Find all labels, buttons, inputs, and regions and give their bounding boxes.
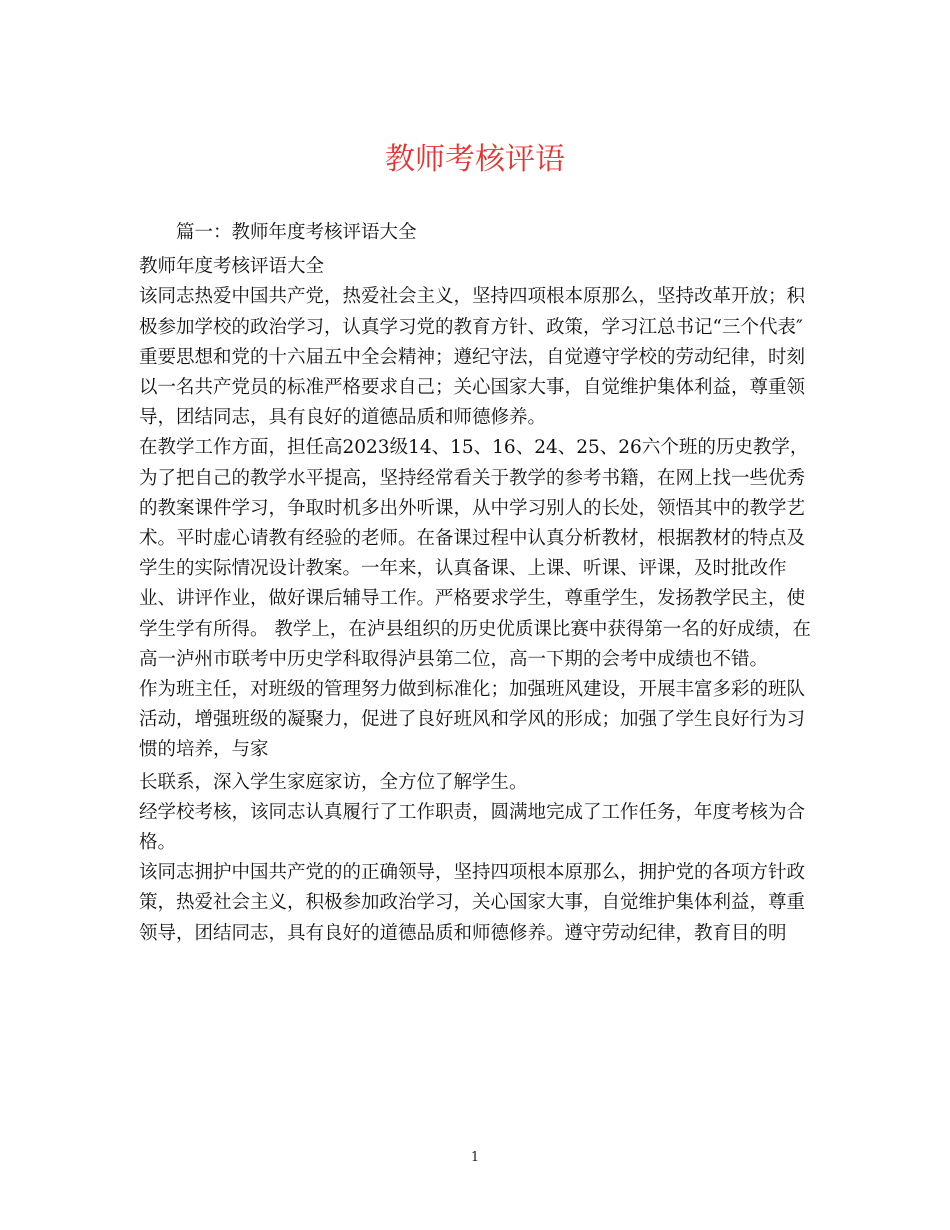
paragraph-politics: 该同志热爱中国共产党，热爱社会主义，坚持四项根本原那么，坚持改革开放；积极参加学校的政治学习，认真学习党的教育方针、政策，学习江总书记“三个代表″重要思想和党的十六届五中全会精神；遵纪守法，自觉遵守学校的劳动纪律，时刻以一名共产党员的标准严格要求自己；关心国家大事，自觉维护集体利益，尊重领导，团结同志，具有良好的道德品质和师德修养。 [139,286,806,429]
document-title: 教师考核评语 [385,142,565,177]
paragraph-teaching: 在教学工作方面，担任高2023级14、15、16、24、25、26六个班的历史教学，为了把自己的教学水平提高，坚持经常看关于教学的参考书籍，在网上找一些优秀的教案课件学习，争取时机多出外听课，从中学习别人的长处，领悟其中的教学艺术。平时虚心请教有经验的老师。在备课过程中认真分析教材，根据教材的特点及学生的实际情况设计教案。一年来，认真备课、上课、听课、评课，及时批改作业、讲评作业，做好课后辅导工作。严格要求学生，尊重学生，发扬教学民主，使学生学有所得。 教学上，在泸县组织的历史优质课比赛中获得第一名的好成绩，在高一泸州市联考中历史学科取得泸县第二位，高一下期的会考中成绩也不错。 [139,437,811,670]
document-body [139,218,814,949]
section-heading: 篇一：教师年度考核评语大全 [176,222,417,243]
paragraph-support: 该同志拥护中国共产党的的正确领导，坚持四项根本原那么，拥护党的各项方针政策，热爱社会主义，积极参加政治学习，关心国家大事，自觉维护集体利益，尊重领导，团结同志，具有良好的道德品质和师德修养。遵守劳动纪律，教育目的明 [139,862,806,944]
page-number: 1 [470,1150,480,1165]
paragraph-assessment: 经学校考核，该同志认真履行了工作职责，圆满地完成了工作任务，年度考核为合格。 [139,801,806,854]
paragraph-class-teacher: 作为班主任，对班级的管理努力做到标准化；加强班风建设，开展丰富多彩的班队活动，增强班级的凝聚力，促进了良好班风和学风的形成；加强了学生良好行为习惯的培养，与家 [139,679,806,761]
paragraph-family-contact: 长联系，深入学生家庭家访，全方位了解学生。 [139,771,528,793]
subheading: 教师年度考核评语大全 [139,256,325,278]
